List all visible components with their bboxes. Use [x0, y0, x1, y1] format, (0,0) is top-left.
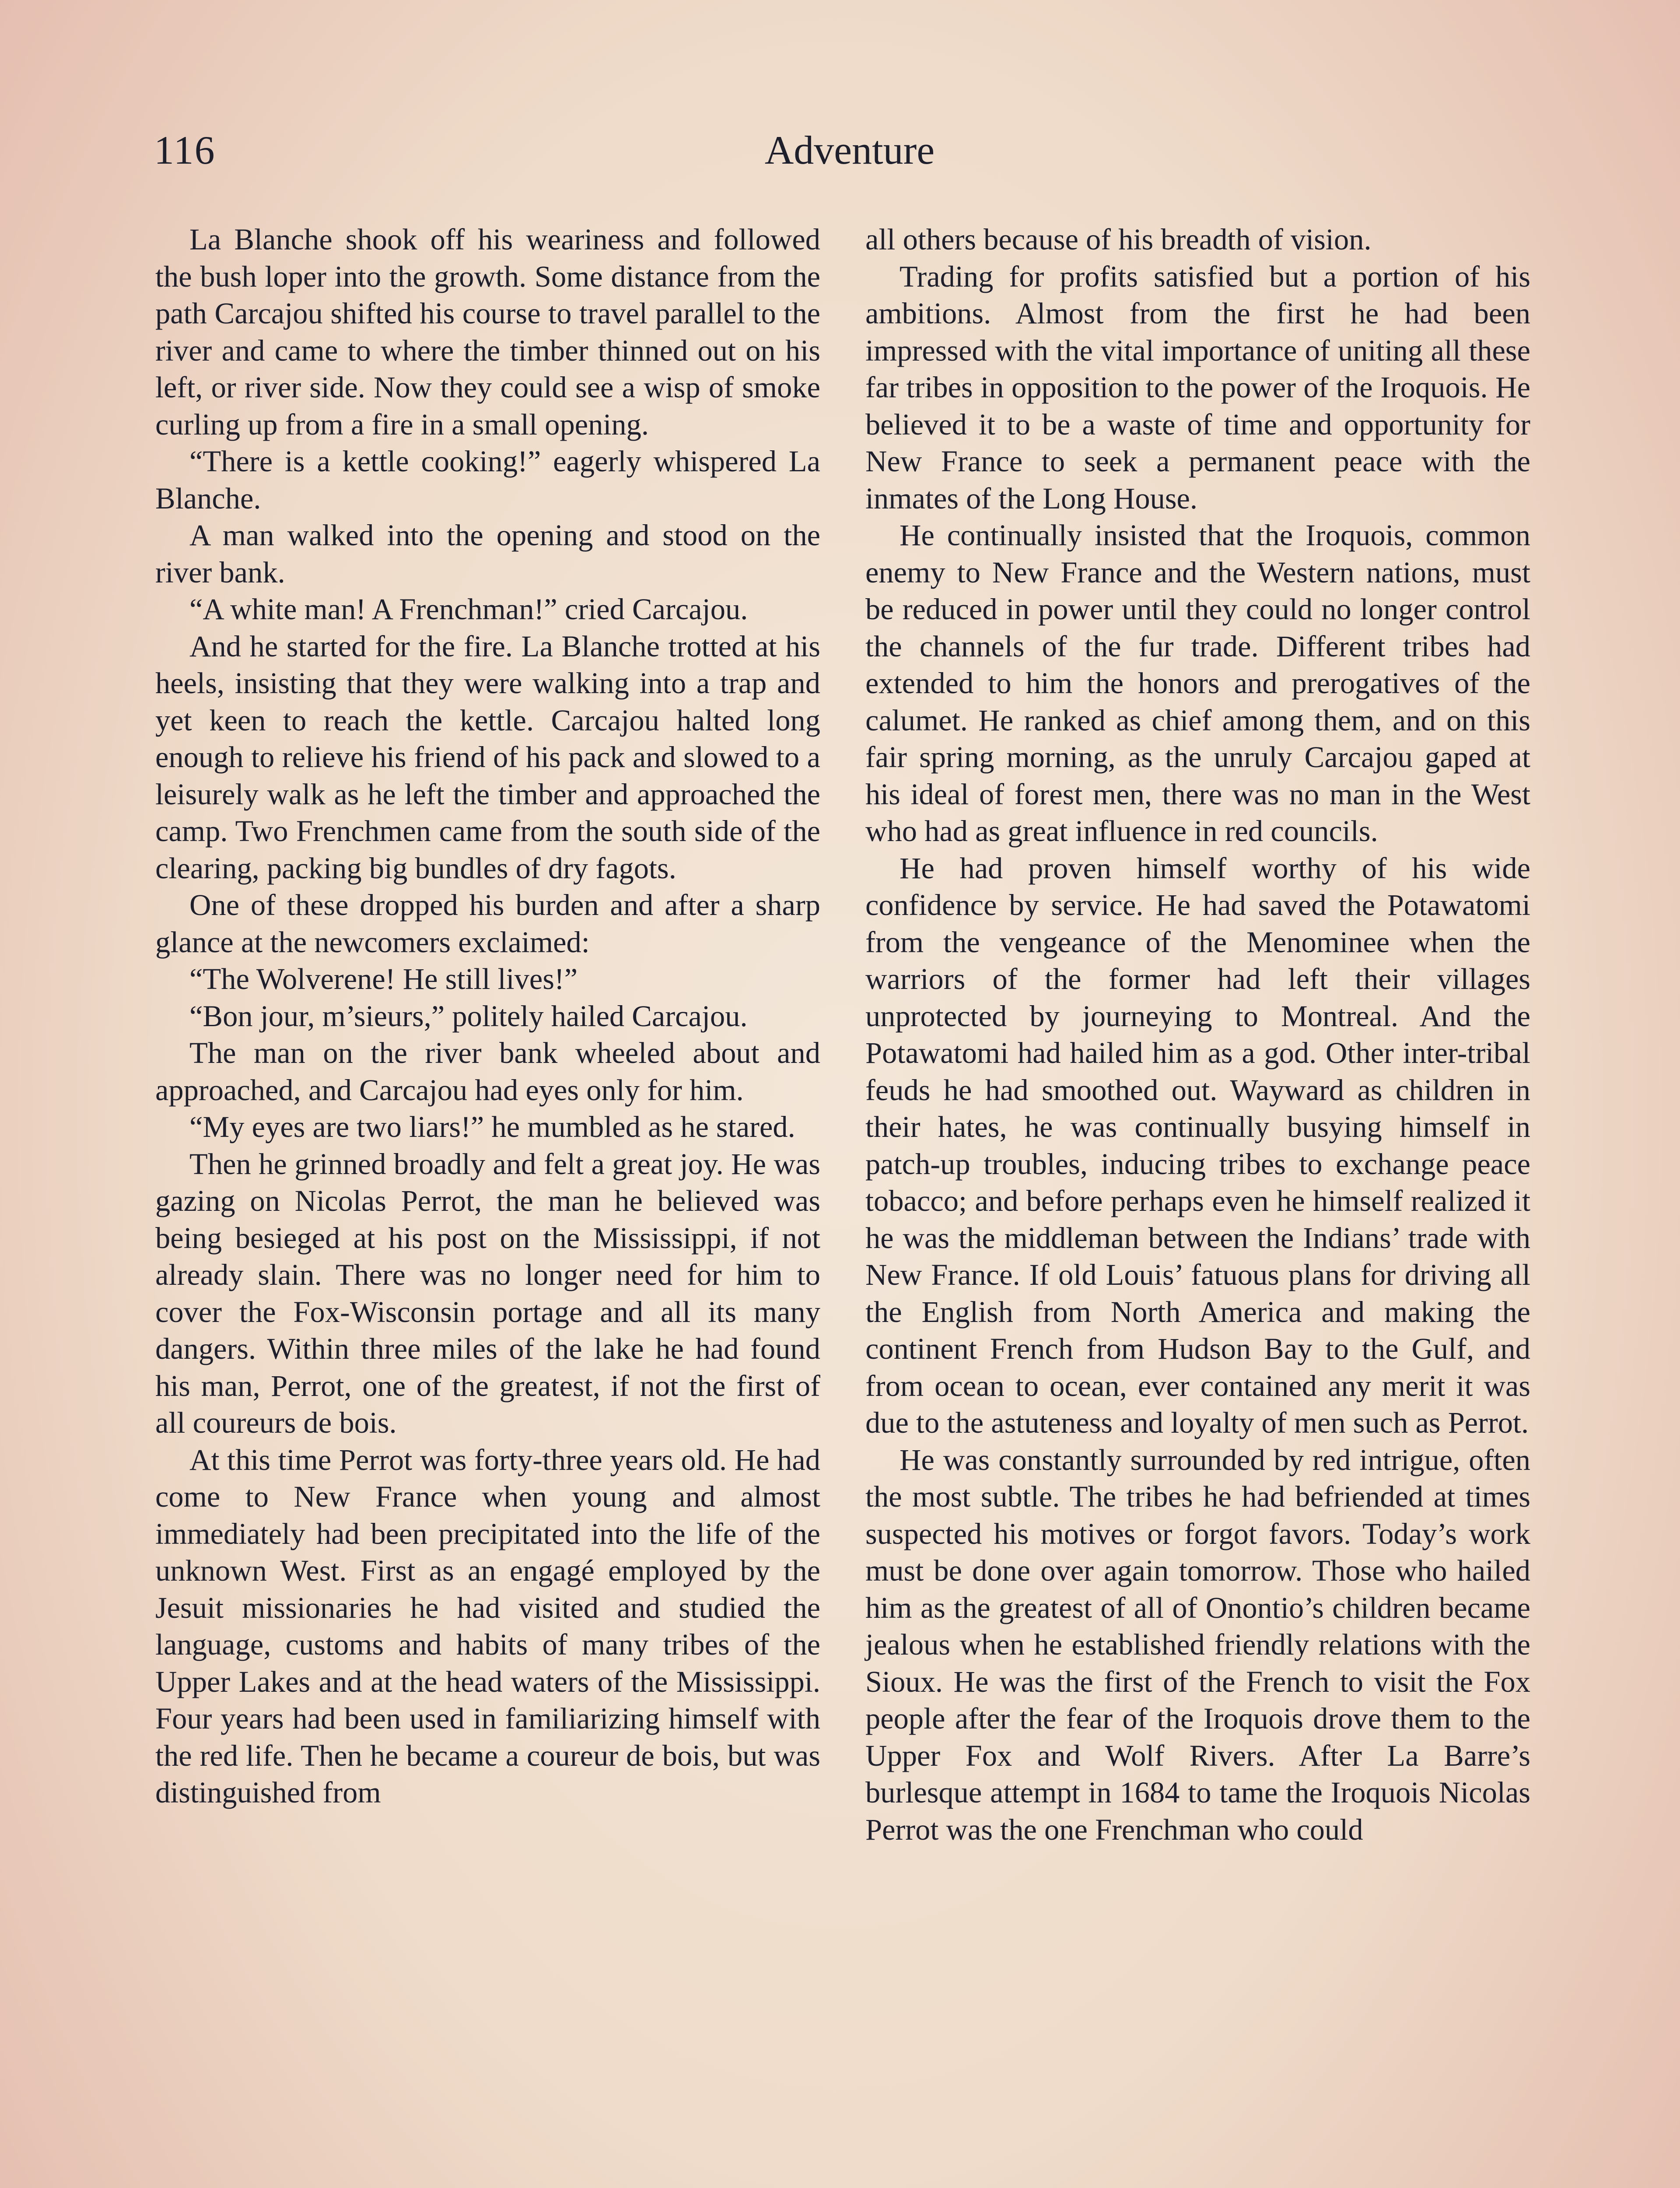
paragraph: Trading for profits satisfied but a portion of his ambitions. Almost from the first he had been impressed with the vital importance of uniting all these far tribes in opposition to the power of the Iroquois. He believed it to be a waste of time and opportunity for New France to seek a permanent peace with the inmates of the Long House.	[865, 259, 1530, 515]
paragraph: And he started for the fire. La Blanche trotted at his heels, insisting that they were walking into a trap and yet keen to reach the kettle. Carcajou halted long enough to relieve his friend of his pack and slowed to a leisurely walk as he left the timber and approached the camp. Two Frenchmen came from the south side of the clearing, packing big bundles of dry fagots.	[155, 629, 820, 885]
paragraph: “A white man! A Frenchman!” cried Carcajou.	[189, 593, 748, 626]
paragraph: One of these dropped his burden and after a sharp glance at the newcomers exclaimed:	[155, 888, 820, 959]
paragraph-continuation: all others because of his breadth of vision.	[865, 223, 1372, 256]
paragraph: The man on the river bank wheeled about and approached, and Carcajou had eyes only for him.	[155, 1036, 820, 1107]
paragraph: He was constantly surrounded by red intrigue, often the most subtle. The tribes he had befriended at times suspected his motives or forgot favors. Today’s work must be done over again tomorrow. Those who hailed him as the greatest of all of Onontio’s children became jealous when he established friendly relations with the Sioux. He was the first of the French to visit the Fox people after the fear of the Iroquois drove them to the Upper Fox and Wolf Rivers. After La Barre’s burlesque attempt in 1684 to tame the Iroquois Nicolas Perrot was the one Frenchman who could	[865, 1443, 1530, 1846]
left-column	[155, 221, 820, 1811]
paragraph: Then he grinned broadly and felt a great joy. He was gazing on Nicolas Perrot, the man he believed was being besieged at his post on the Mississippi, if not already slain. There was no longer need for him to cover the Fox-Wisconsin portage and all its many dangers. Within three miles of the lake he had found his man, Perrot, one of the greatest, if not the first of all coureurs de bois.	[155, 1147, 820, 1439]
paragraph: He continually insisted that the Iroquois, common enemy to New France and the Western nations, must be reduced in power until they could no longer control the channels of the fur trade. Different tribes had extended to him the honors and prerogatives of the calumet. He ranked as chief among them, and on this fair spring morning, as the unruly Carcajou gaped at his ideal of forest men, there was no man in the West who had as great influence in red councils.	[865, 519, 1530, 848]
paragraph: “My eyes are two liars!” he mumbled as he stared.	[189, 1110, 795, 1143]
paragraph: At this time Perrot was forty-three years old. He had come to New France when young and almost immediately had been precipitated into the life of the unknown West. First as an engagé employed by the Jesuit missionaries he had visited and studied the language, customs and habits of many tribes of the Upper Lakes and at the head waters of the Mississippi. Four years had been used in familiarizing himself with the red life. Then he became a coureur de bois, but was distinguished from	[155, 1443, 820, 1809]
paragraph: “The Wolverene! He still lives!”	[189, 962, 578, 996]
paragraph: “There is a kettle cooking!” eagerly whispered La Blanche.	[155, 445, 820, 515]
paragraph: La Blanche shook off his weariness and followed the bush loper into the growth. Some distance from the path Carcajou shifted his course to travel parallel to the river and came to where the timber thinned out on his left, or river side. Now they could see a wisp of smoke curling up from a fire in a small opening.	[155, 223, 820, 441]
running-title: Adventure	[764, 128, 935, 172]
page-header	[154, 127, 1545, 188]
right-column	[865, 221, 1530, 1848]
paragraph: “Bon jour, m’sieurs,” politely hailed Carcajou.	[189, 999, 748, 1033]
paragraph: A man walked into the opening and stood on the river bank.	[155, 519, 820, 589]
page-number: 116	[154, 128, 216, 172]
paragraph: He had proven himself worthy of his wide confidence by service. He had saved the Potawatomi from the vengeance of the Menominee when the warriors of the former had left their villages unprotected by journeying to Montreal. And the Potawatomi had hailed him as a god. Other inter-tribal feuds he had smoothed out. Wayward as children in their hates, he was continually busying himself in patch-up troubles, inducing tribes to exchange peace tobacco; and before perhaps even he himself realized it he was the middleman between the Indians’ trade with New France. If old Louis’ fatuous plans for driving all the English from North America and making the continent French from Hudson Bay to the Gulf, and from ocean to ocean, ever contained any merit it was due to the astuteness and loyalty of men such as Perrot.	[865, 851, 1530, 1439]
